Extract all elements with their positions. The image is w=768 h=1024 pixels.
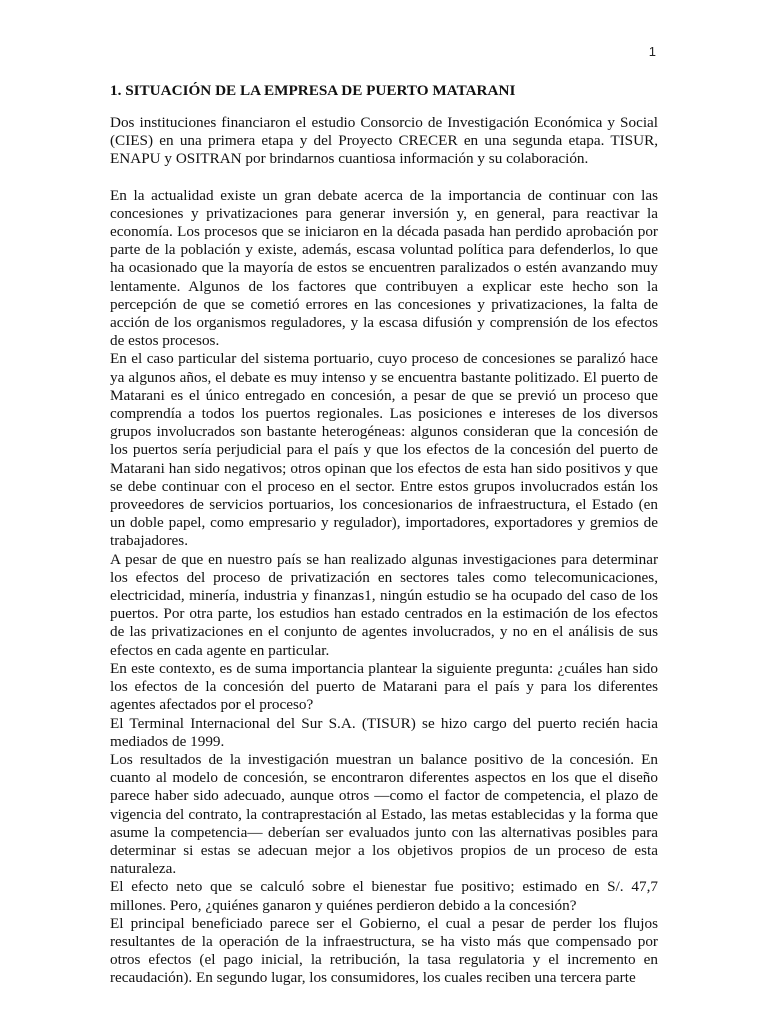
section-heading: 1. SITUACIÓN DE LA EMPRESA DE PUERTO MATARANI (110, 82, 516, 99)
paragraph: En el caso particular del sistema portuario, cuyo proceso de concesiones se paralizó hace ya algunos años, el debate es muy intenso y se encuentra bastante politizado. El puerto de Matarani es el único entregado en concesión, a pesar de que se previó un proceso que comprendía a todos los puertos regionales. Las posiciones e intereses de los diversos grupos involucrados son bastante heterogéneas: algunos consideran que la concesión de los puertos sería perjudicial para el país y que los efectos de la concesión del puerto de Matarani han sido negativos; otros opinan que los efectos de esta han sido positivos y que se debe continuar con el proceso en el sector. Entre estos grupos involucrados están los proveedores de servicios portuarios, los concesionarios de infraestructura, el Estado (en un doble papel, como empresario y regulador), importadores, exportadores y gremios de trabajadores. (110, 350, 658, 550)
paragraph: A pesar de que en nuestro país se han realizado algunas investigaciones para determinar los efectos del proceso de privatización en sectores tales como telecomunicaciones, electricidad, minería, industria y finanzas1, ningún estudio se ha ocupado del caso de los puertos. Por otra parte, los estudios han estado centrados en la estimación de los efectos de las privatizaciones en el conjunto de agentes involucrados, y no en el análisis de sus efectos en cada agente en particular. (110, 550, 658, 659)
document-body (110, 82, 658, 988)
paragraph: Dos instituciones financiaron el estudio Consorcio de Investigación Económica y Social (CIES) en una primera etapa y del Proyecto CRECER en una segunda etapa. TISUR, ENAPU y OSITRAN por brindarnos cuantiosa información y su colaboración. (110, 114, 658, 168)
paragraph: El Terminal Internacional del Sur S.A. (TISUR) se hizo cargo del puerto recién hacia mediados de 1999. (110, 714, 658, 750)
paragraph: El principal beneficiado parece ser el Gobierno, el cual a pesar de perder los flujos resultantes de la operación de la infraestructura, se ha visto más que compensado por otros efectos (el pago inicial, la retribución, la tasa regulatoria y el incremento en recaudación). En segundo lugar, los consumidores, los cuales reciben una tercera parte (110, 914, 658, 987)
paragraph: En la actualidad existe un gran debate acerca de la importancia de continuar con las concesiones y privatizaciones para generar inversión y, en general, para reactivar la economía. Los procesos que se iniciaron en la década pasada han perdido aprobación por parte de la población y existe, además, escasa voluntad política para defenderlos, lo que ha ocasionado que la mayoría de estos se encuentren paralizados o estén avanzando muy lentamente. Algunos de los factores que contribuyen a explicar este hecho son la percepción de que se cometió errores en las concesiones y privatizaciones, la falta de acción de los organismos reguladores, y la escasa difusión y comprensión de los efectos de estos procesos. (110, 186, 658, 350)
paragraph: El efecto neto que se calculó sobre el bienestar fue positivo; estimado en S/. 47,7 millones. Pero, ¿quiénes ganaron y quiénes perdieron debido a la concesión? (110, 878, 658, 914)
paragraph: En este contexto, es de suma importancia plantear la siguiente pregunta: ¿cuáles han sido los efectos de la concesión del puerto de Matarani para el país y para los diferentes agentes afectados por el proceso? (110, 659, 658, 714)
paragraph: Los resultados de la investigación muestran un balance positivo de la concesión. En cuanto al modelo de concesión, se encontraron diferentes aspectos en los que el diseño parece haber sido adecuado, aunque otros —como el factor de competencia, el plazo de vigencia del contrato, la contraprestación al Estado, las metas establecidas y la forma que asume la competencia— deberían ser evaluados junto con las alternativas posibles para determinar si estas se adecuan mejor a los objetivos propios de un proceso de esta naturaleza. (110, 750, 658, 878)
page-number: 1 (648, 44, 656, 59)
